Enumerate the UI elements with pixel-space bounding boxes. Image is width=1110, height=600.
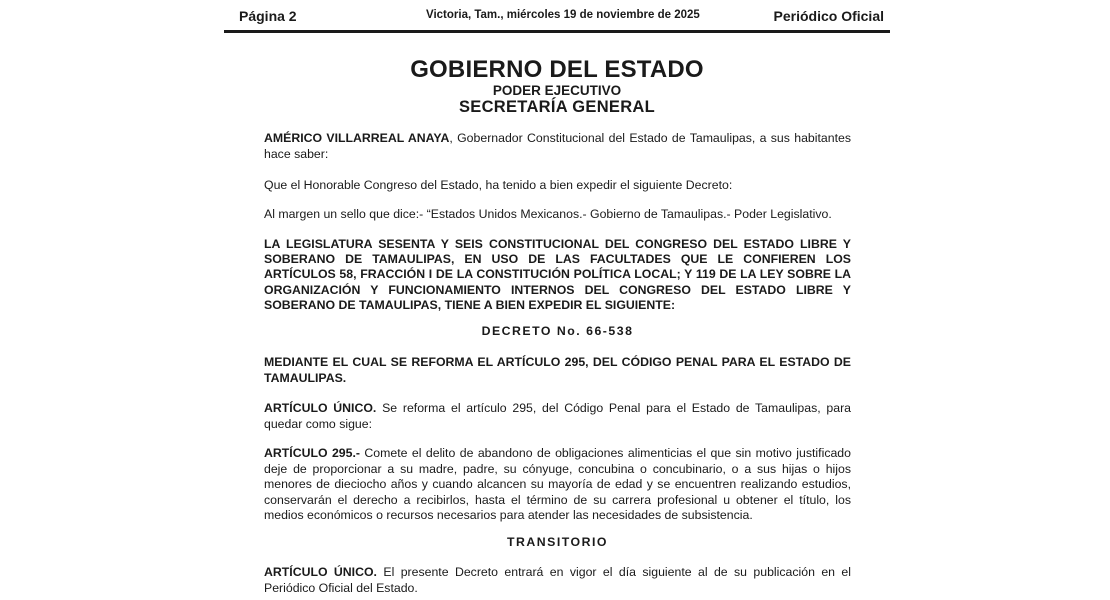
margen-paragraph: Al margen un sello que dice:- “Estados Unidos Mexicanos.- Gobierno de Tamaulipas.- Poder Legislativo.	[264, 207, 832, 221]
page-header	[224, 5, 890, 27]
congreso-paragraph: Que el Honorable Congreso del Estado, ha tenido a bien expedir el siguiente Decreto:	[264, 178, 733, 192]
decreto-heading: DECRETO No. 66-538	[481, 324, 634, 338]
date-line: Victoria, Tam., miércoles 19 de noviembre de 2025	[426, 9, 700, 21]
articulo-unico-text: Se reforma el artículo 295, del Código Penal para el Estado de Tamaulipas, para quedar como sigue:	[264, 401, 852, 431]
intro-paragraph	[264, 131, 851, 162]
page-number: Página 2	[239, 8, 297, 24]
governor-name: AMÉRICO VILLARREAL ANAYA	[264, 131, 450, 145]
title-poder: PODER EJECUTIVO	[492, 83, 622, 98]
mediante-paragraph: MEDIANTE EL CUAL SE REFORMA EL ARTÍCULO 295, DEL CÓDIGO PENAL PARA EL ESTADO DE TAMAULIPAS.	[264, 355, 851, 385]
title-secretaria: SECRETARÍA GENERAL	[458, 98, 656, 116]
articulo-295-paragraph	[264, 446, 851, 524]
publication-name: Periódico Oficial	[773, 8, 884, 24]
transitorio-heading: TRANSITORIO	[507, 535, 608, 549]
articulo-295-text: Comete el delito de abandono de obligaciones alimenticias el que sin motivo justificado deje de proporcionar a su madre, padre, su cónyuge, concubina o concubinario, o a sus hijas o hijos menores de dieciocho años y cuando alcancen su mayoría de edad y se encuentren realizando estudios, conservarán el derecho a recibirlos, hasta el término de su carrera profesional u obtener el título, los medios económicos o recursos necesarios para atender las necesidades de subsistencia.	[264, 446, 851, 523]
transitorio-articulo-text: El presente Decreto entrará en vigor el día siguiente al de su publicación en el Periódico Oficial del Estado.	[264, 565, 851, 595]
transitorio-articulo-paragraph	[264, 565, 851, 596]
articulo-unico-paragraph	[264, 401, 851, 432]
intro-text: , Gobernador Constitucional del Estado de Tamaulipas, a sus habitantes hace saber:	[264, 131, 851, 161]
header-divider	[224, 30, 890, 33]
transitorio-articulo-label: ARTÍCULO ÚNICO.	[264, 565, 377, 579]
articulo-unico-label: ARTÍCULO ÚNICO.	[264, 401, 377, 415]
title-gobierno: GOBIERNO DEL ESTADO	[410, 56, 704, 83]
articulo-295-label: ARTÍCULO 295.-	[264, 446, 360, 460]
legislatura-paragraph: LA LEGISLATURA SESENTA Y SEIS CONSTITUCIONAL DEL CONGRESO DEL ESTADO LIBRE Y SOBERANO DE TAMAULIPAS, EN USO DE LAS FACULTADES QUE LE CONFIEREN LOS ARTÍCULOS 58, FRACCIÓN I DE LA CONSTITUCIÓN POLÍTICA LOCAL; Y 119 DE LA LEY SOBRE LA ORGANIZACIÓN Y FUNCIONAMIENTO INTERNOS DEL CONGRESO DEL ESTADO LIBRE Y SOBERANO DE TAMAULIPAS, TIENE A BIEN EXPEDIR EL SIGUIENTE:	[264, 237, 851, 312]
